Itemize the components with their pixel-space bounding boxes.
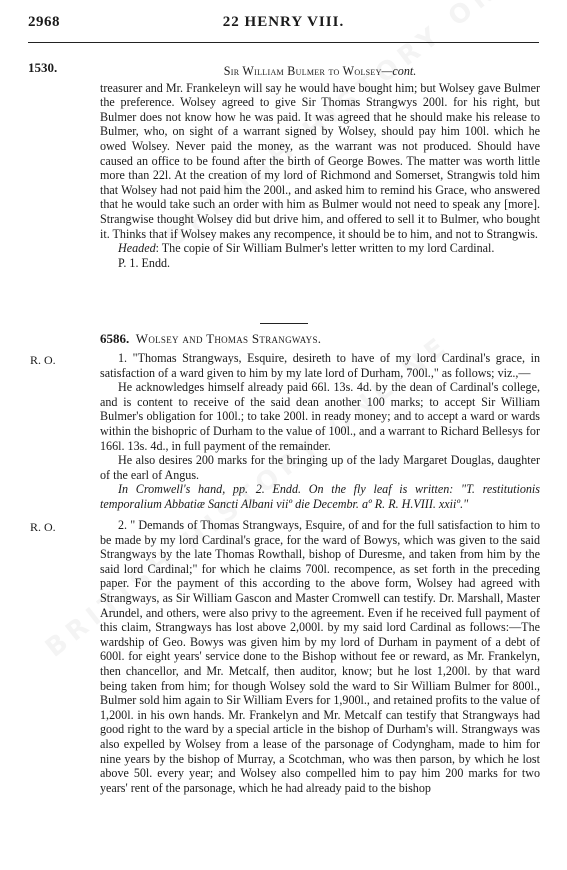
item-1-paragraph: He also desires 200 marks for the bringing up of the lady Margaret Douglas, daughter of the earl of Angus. xyxy=(100,453,540,482)
section-title-continued: Sir William Bulmer to Wolsey—cont. xyxy=(223,64,417,78)
header-rule xyxy=(28,42,539,43)
headed-note: Headed: The copie of Sir William Bulmer's letter written to my lord Cardinal. xyxy=(118,241,495,256)
item-1-note: In Cromwell's hand, pp. 2. Endd. On the fly leaf is written: "T. restitutionis temporalium Abbatiæ Sancti Albani viiº die Decembr. aº R. R. H.VIII. xxiiº." xyxy=(100,482,540,511)
entry-number: 6586. xyxy=(100,331,130,346)
endorsement-note: P. 1. Endd. xyxy=(118,255,171,270)
entry-item-1 xyxy=(100,351,540,512)
record-office-margin-note: R. O. xyxy=(30,353,56,367)
page-number: 2968 xyxy=(28,14,60,30)
item-1-paragraph: He acknowledges himself already paid 66l. 13s. 4d. by the dean of Cardinal's college, and is content to receive of the said dean another 100 marks; to accept Sir William Bulmer's obligation for 100l.; to take 200l. in ready money; and to accept a ward or wards within the bishopric of Durham to the value of 100l., and a warrant to Richard Bellesys for 166l. 13s. 4d., in full payment of the remainder. xyxy=(100,380,540,453)
item-2-paragraph: 2. " Demands of Thomas Strangways, Esquire, of and for the full satisfaction to him to be made by my lord Cardinal's grace, for the ward of Bowys, which was given to the said Strangways by the late Thomas Rowthall, bishop of Duresme, and taken from him by the said lord Cardinal;" for which he claims 700l. recompence, as set forth in the preceding paper. For the payment of this according to the above form, Wolsey had agreed with Strangways, as Sir William Gascon and Master Cromwell can testify. Dr. Marshall, Master Arundel, and others, were also privy to the agreement. Even if he received full payment of this claim, Strangways has lost above 2,000l. by my said lord Cardinal as follows:—The wardship of Geo. Bowys was given him by my lord of Durham in payment of a debt of 600l. for eight years' service done to the Bishop without fee or reward, as Mr. Frankelyn, then chancellor, and Mr. Metcalf, then auditor, know; but he lost 1,200l. by that ward being taken from him; for though Wolsey sold the ward to Sir William Bulmer for 800l., Bulmer sold him again to Sir William Evers for 1,900l., and retained profits to the value of 1,200l. in his own hands. Mr. Frankelyn and Mr. Metcalf can testify that Strangways had good right to the ward by a special article in the bishop of Durham's will. Strangways was also expelled by Wolsey from a lease of the parsonage of Codyngham, made to him for nine years by the bishop of Murray, a Scotchman, who was then parson, by which he lost above 50l. every year; and Wolsey also compelled him to pay him 200 marks for two years' rent of the parsonage, which he had already paid to the bishop xyxy=(100,518,540,795)
entry-item-2 xyxy=(100,518,540,795)
running-title: 22 HENRY VIII. xyxy=(222,14,345,30)
year-marker: 1530. xyxy=(28,60,58,75)
record-office-margin-note: R. O. xyxy=(30,520,56,534)
entry-heading xyxy=(100,331,540,347)
page-header xyxy=(28,14,539,36)
continued-section xyxy=(100,64,540,270)
entry-title: Wolsey and Thomas Strangways. xyxy=(135,331,322,346)
continued-body: treasurer and Mr. Frankeleyn will say he would have bought him; but Wolsey gave Bulmer the preference. Wolsey agreed to give Sir Thomas Strangwys 200l. for his right, but Bulmer does not know how he was paid. It was agreed that he should make his release to Bulmer, who, on sight of a warrant signed by Wolsey, should pay him 100l. which he owed Wolsey. Never paid the money, as the warrant was not produced. Should have caused an office to be found after the birth of George Bowes. The matter was worth little more than 22l. At the creation of my lord of Richmond and Somerset, Strangwis told him that Wolsey had not paid him the 200l., and asked him to remind his Grace, who answered that he would take such an order with him as Bulmer would not need to speak any [more]. Strangwise thought Wolsey did but drive him, and offered to sell it to Bulmer, who bought it. Thinks that if Wolsey makes any recompence, it should be to him, and not to Strangwis. xyxy=(100,80,540,241)
section-divider xyxy=(260,323,308,324)
item-1-paragraph: 1. "Thomas Strangways, Esquire, desireth to have of my lord Cardinal's grace, in satisfaction of a ward given to him by my late lord of Durham, 700l.," as follows; viz.,— xyxy=(100,351,540,380)
